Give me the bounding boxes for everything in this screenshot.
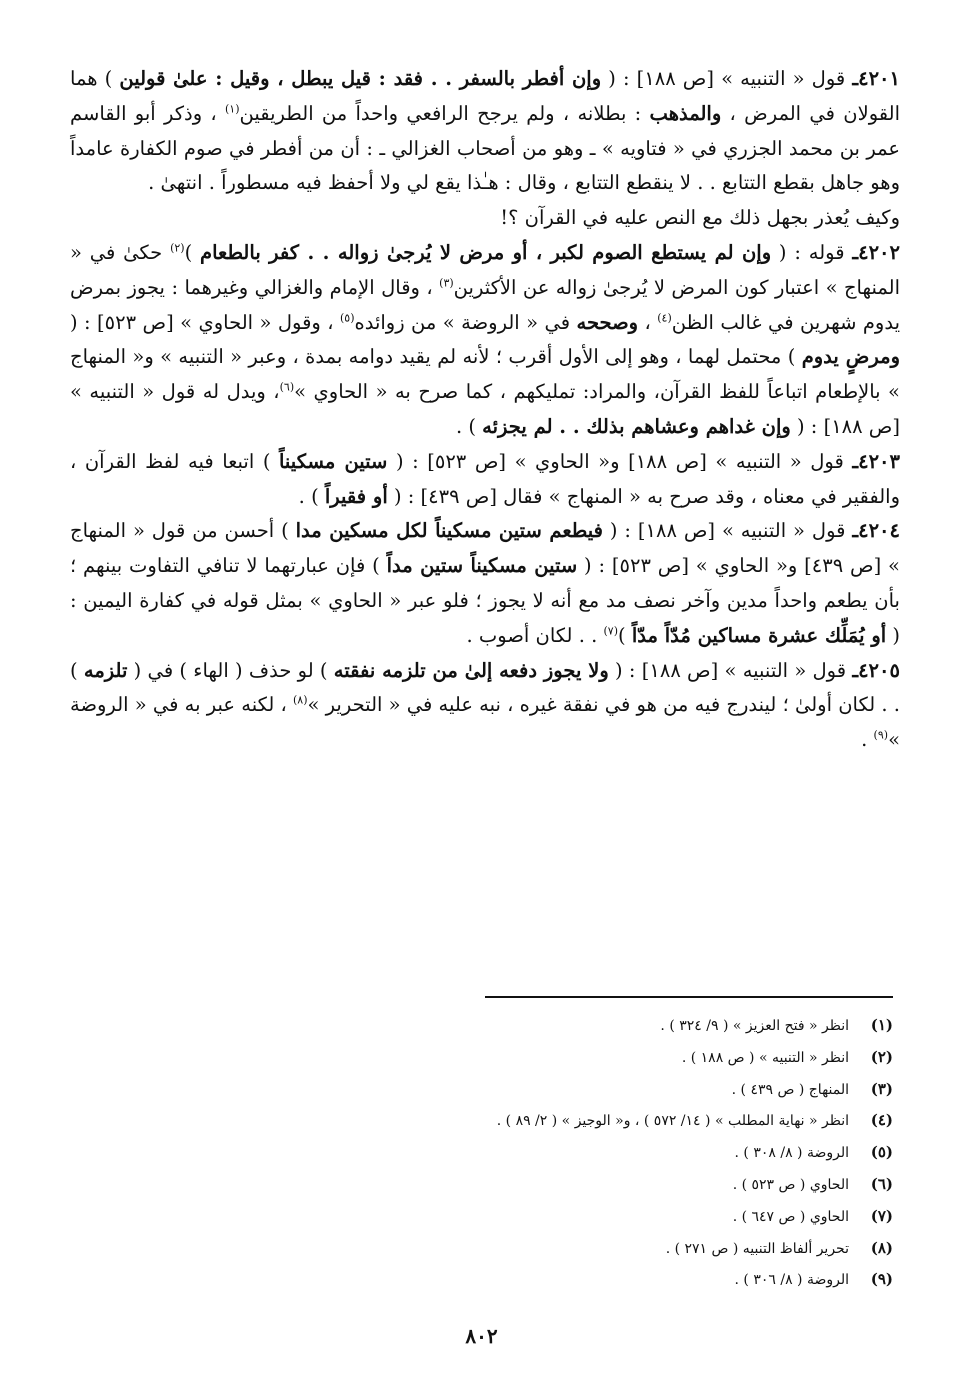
footnote-text: المنهاج ( ص ٤٣٩ ) . xyxy=(731,1081,849,1098)
text: ) هما القولان في المرض ، xyxy=(70,67,900,125)
text: . xyxy=(861,728,874,752)
entry-number: ٤٢٠٢ـ xyxy=(852,240,900,264)
bold-quote: تلزمه xyxy=(83,658,128,682)
text: ، وذكر أبو القاسم عمر بن محمد الجزري في « فتاويه » ـ وهو من أصحاب الغزالي ـ : أن من أفطر في صوم الكفارة عامداً وهو جاهل بقطع التتابع . . لا ينقطع التتابع ، وقال : هـٰذا يقع لي ولا أحفظ فيه مسطوراً . انتهىٰ . xyxy=(70,101,900,195)
page-number: ٨٠٢ xyxy=(465,1324,498,1348)
paragraph-4203 xyxy=(70,445,900,515)
text: ) . . لكان أولىٰ ؛ ليندرج فيه من هو في نفقة غيره ، نبه عليه في « التحرير » xyxy=(70,658,900,717)
footnote xyxy=(333,1042,893,1074)
footnote-text: الروضة ( ٨/ ٣٠٦ ) . xyxy=(734,1272,849,1289)
entry-number: ٤٢٠٤ـ xyxy=(852,519,901,543)
footnote-ref: (٩) xyxy=(873,728,889,742)
text: وكيف يُعذر بجهل ذلك مع النص عليه في القرآن ؟! xyxy=(500,206,900,230)
footnote-number: (٤) xyxy=(870,1111,893,1130)
bold-quote: وإن لم يستطع الصوم لكبر ، أو مرض لا يُرجىٰ زواله . . كفر بالطعام xyxy=(200,240,772,264)
text: . . لكان أصوب . xyxy=(466,623,604,647)
bold-quote: أو فقيراً xyxy=(324,484,388,508)
footnote xyxy=(333,1010,893,1042)
footnote-ref: (٦) xyxy=(279,380,295,394)
text: ) اتبعا فيه لفظ القرآن ، والفقير في معناه ، وقد صرح به « المنهاج » فقال [ص ٤٣٩] : ( xyxy=(70,449,900,508)
text: قول « التنبيه » [ص ١٨٨] : ( xyxy=(608,658,853,682)
text: ) . xyxy=(455,414,483,438)
footnote-number: (٨) xyxy=(870,1238,893,1257)
text: حكىٰ في « المنهاج » اعتبار كون المرض لا يُرجىٰ زواله عن الأكثرين xyxy=(70,240,900,299)
footnote-number: (٢) xyxy=(870,1047,893,1066)
text: قول « التنبيه » [ص ١٨٨] : ( xyxy=(602,519,853,543)
text: ) xyxy=(618,623,632,647)
bold-quote: ومرضٍ يدوم xyxy=(801,345,900,369)
footnote xyxy=(333,1105,893,1137)
text: ، وقال الإمام والغزالي وغيرهما : يجوز بمرض يدوم شهرين في غالب الظن xyxy=(70,275,900,334)
paragraph-remark xyxy=(70,201,900,236)
text: قوله : ( xyxy=(771,240,853,264)
text: ) محتمل لهما ، وهو إلى الأول أقرب ؛ لأنه لم يقيد دوامه بمدة ، وعبر « التنبيه » و« المنهاج » بالإطعام اتباعاً للفظ القرآن، والمراد: تمليكهم ، كما صرح به « الحاوي » xyxy=(70,345,900,404)
text: ) لو حذف ( الهاء ) في ( xyxy=(127,658,334,682)
footnote xyxy=(333,1201,893,1233)
footnote-number: (٦) xyxy=(870,1174,893,1193)
footnote-ref: (٢) xyxy=(170,241,185,255)
paragraph-4202 xyxy=(70,236,900,445)
text: قول « التنبيه » [ص ١٨٨] : ( xyxy=(601,67,853,90)
paragraph-4204 xyxy=(70,514,900,653)
footnote xyxy=(333,1074,893,1106)
paragraph-4201 xyxy=(70,62,900,201)
footnote-text: انظر « نهاية المطلب » ( ١٤/ ٥٧٢ ) ، و« الوجيز » ( ٢/ ٨٩ ) . xyxy=(496,1113,849,1130)
footnote-ref: (٥) xyxy=(339,311,355,325)
paragraph-4205 xyxy=(70,654,900,758)
footnote-number: (٥) xyxy=(870,1143,893,1162)
text: ) . xyxy=(298,484,325,508)
bold-quote: ستين مسكيناً xyxy=(278,449,388,473)
footnote xyxy=(333,1264,893,1296)
text: : بطلانه ، ولم يرجح الرافعي واحداً من الطريقين xyxy=(239,101,650,125)
footnote-text: انظر « فتح العزيز » ( ٩/ ٣٢٤ ) . xyxy=(660,1018,849,1034)
footnote-ref: (٨) xyxy=(293,693,308,707)
bold-term: والمذهب xyxy=(649,101,722,125)
footnote-ref: (٧) xyxy=(603,624,618,638)
footnote xyxy=(333,1169,893,1201)
text: ) فإن عبارتهما لا تنافي التفاوت بينهم ؛ بأن يطعم واحداً مدين وآخر نصف مد مع أنه لا يجوز ؛ فلو عبر « الحاوي » بمثل قوله في كفارة اليمين : ( xyxy=(70,554,900,647)
footnote-number: (١) xyxy=(870,1016,893,1034)
footnote-divider xyxy=(485,996,893,998)
footnotes xyxy=(333,1010,893,1296)
entry-number: ٤٢٠٣ـ xyxy=(852,449,900,473)
footnote-text: الحاوي ( ص ٥٢٣ ) . xyxy=(732,1176,849,1193)
entry-number: ٤٢٠١ـ xyxy=(852,67,900,90)
footnote-ref: (٤) xyxy=(657,311,672,325)
text: ، لكنه عبر به في « الروضة » xyxy=(70,693,900,752)
text: ، وقول « الحاوي » [ص ٥٢٣] : ( xyxy=(70,310,340,334)
footnote-number: (٧) xyxy=(870,1206,893,1225)
bold-quote: ستين مسكيناً ستين مداً xyxy=(386,554,578,578)
footnote-number: (٩) xyxy=(870,1270,893,1289)
footnote-text: تحرير ألفاظ التنبيه ( ص ٢٧١ ) . xyxy=(665,1240,849,1257)
footnote-text: الحاوي ( ص ٦٤٧ ) . xyxy=(732,1208,849,1225)
footnote xyxy=(333,1233,893,1265)
entry-number: ٤٢٠٥ـ xyxy=(852,658,900,682)
text: ، ويدل له قول « التنبيه » [ص ١٨٨] : ( xyxy=(70,380,900,438)
footnote-text: الروضة ( ٨/ ٣٠٨ ) . xyxy=(734,1145,849,1162)
text: في « الروضة » من زوائده xyxy=(354,310,577,334)
footnote-ref: (١) xyxy=(224,102,240,116)
footnote-ref: (٣) xyxy=(439,276,454,290)
footnote-number: (٣) xyxy=(870,1079,893,1098)
footnote-text: انظر « التنبيه » ( ص ١٨٨ ) . xyxy=(681,1049,849,1066)
bold-quote: وإن غداهم وعشاهم بذلك . . لم يجزئه xyxy=(482,414,791,438)
bold-quote: أو يُمَلِّك عشرة مساكين مُدّاً مدّاً xyxy=(631,623,887,647)
text: ، xyxy=(638,310,658,334)
page-body xyxy=(70,62,900,758)
bold-quote: ولا يجوز دفعه إلىٰ من تلزمه نفقته xyxy=(333,658,609,682)
text: ) أحسن من قول « المنهاج » [ص ٤٣٩] و« الحاوي » [ص ٥٢٣] : ( xyxy=(70,519,900,578)
bold-quote: وإن أفطر بالسفر . . فقد : قيل يبطل ، وقيل : علىٰ قولين xyxy=(119,67,602,90)
text: قول « التنبيه » [ص ١٨٨] و« الحاوي » [ص ٥٢٣] : ( xyxy=(387,449,853,473)
footnote xyxy=(333,1137,893,1169)
bold-term: وصححه xyxy=(576,310,639,334)
bold-quote: فيطعم ستين مسكيناً لكل مسكين مدا xyxy=(295,519,603,543)
text: ) xyxy=(184,240,201,264)
